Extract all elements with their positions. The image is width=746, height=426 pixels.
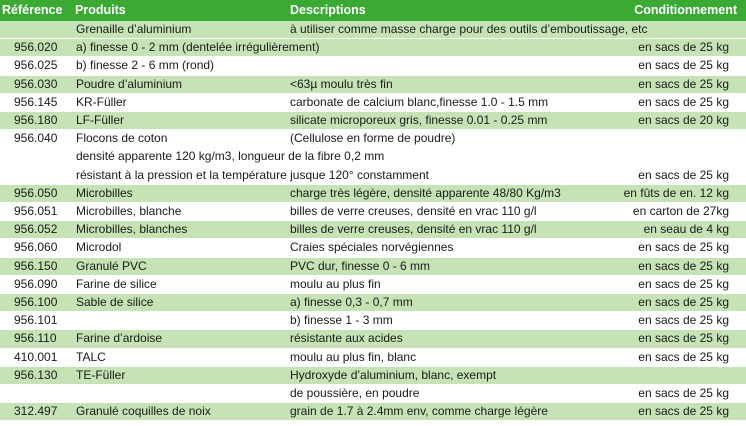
cell-product: densité apparente 120 kg/m3, longueur de la fibre 0,2 mm — [76, 149, 385, 164]
cell-product: Granulé coquilles de noix — [76, 404, 211, 419]
table-row — [0, 403, 746, 420]
table-row — [0, 312, 746, 329]
cell-description: charge très légère, densité apparente 48/80 Kg/m3 — [290, 185, 561, 200]
table-row — [0, 94, 746, 111]
table-row — [0, 349, 746, 366]
cell-product: Microbilles, blanche — [76, 204, 182, 218]
cell-description: de poussière, en poudre — [290, 386, 420, 400]
cell-reference: 956.052 — [14, 222, 58, 237]
cell-conditionnement: en sacs de 25 kg — [638, 404, 729, 419]
table-row — [0, 130, 746, 147]
cell-reference: 956.051 — [14, 204, 58, 218]
cell-description: <63µ moulu très fin — [290, 76, 393, 91]
cell-reference: 956.100 — [14, 295, 58, 309]
cell-reference: 956.050 — [14, 185, 58, 200]
cell-product: LF-Füller — [76, 113, 125, 127]
cell-conditionnement: en carton de 27kg — [632, 204, 729, 218]
table-row — [0, 385, 746, 402]
cell-conditionnement: en sacs de 25 kg — [638, 331, 729, 346]
cell-conditionnement: en sacs de 25 kg — [638, 386, 729, 400]
cell-conditionnement: en seau de 4 kg — [643, 222, 729, 237]
header-descriptions: Descriptions — [290, 3, 366, 17]
table-header — [0, 0, 746, 21]
cell-conditionnement: en sacs de 25 kg — [638, 94, 729, 109]
cell-product: Flocons de coton — [76, 131, 168, 146]
cell-product: Microbilles, blanches — [76, 222, 188, 237]
table-row — [0, 258, 746, 275]
cell-description: billes de verre creuses, densité en vrac 110 g/l — [290, 204, 537, 218]
cell-reference: 956.025 — [14, 58, 58, 73]
cell-conditionnement: en sacs de 25 kg — [638, 76, 729, 91]
table-row — [0, 367, 746, 384]
cell-description: carbonate de calcium blanc,finesse 1.0 - 1.5 mm — [290, 94, 549, 109]
table-row — [0, 167, 746, 184]
cell-reference: 956.101 — [14, 313, 58, 328]
header-conditionnement: Conditionnement — [634, 3, 737, 17]
cell-product: TALC — [76, 349, 106, 364]
cell-description: billes de verre creuses, densité en vrac 110 g/l — [290, 222, 537, 237]
cell-description: Hydroxyde d’aluminium, blanc, exempt — [290, 367, 497, 382]
cell-product: Microbilles — [76, 185, 133, 200]
cell-product: Poudre d’aluminium — [76, 76, 183, 91]
cell-conditionnement: en sacs de 25 kg — [638, 167, 729, 182]
cell-reference: 410.001 — [14, 349, 58, 364]
cell-reference: 956.030 — [14, 76, 58, 91]
table-row — [0, 21, 746, 38]
table-row — [0, 57, 746, 74]
table-row — [0, 203, 746, 220]
cell-conditionnement: en sacs de 25 kg — [638, 240, 729, 255]
cell-product: Farine de silice — [76, 276, 157, 291]
table-row — [0, 276, 746, 293]
cell-reference: 956.130 — [14, 367, 58, 382]
table-row — [0, 148, 746, 165]
cell-conditionnement: en sacs de 25 kg — [638, 40, 729, 55]
cell-reference: 956.180 — [14, 113, 58, 127]
cell-reference: 312.497 — [14, 404, 58, 419]
table-row — [0, 221, 746, 238]
cell-description: à utiliser comme masse charge pour des outils d’emboutissage, etc — [290, 22, 648, 36]
table-row — [0, 185, 746, 202]
cell-conditionnement: en sacs de 25 kg — [638, 258, 729, 273]
cell-product: Sable de silice — [76, 295, 154, 309]
cell-description: moulu au plus fin, blanc — [290, 349, 417, 364]
cell-reference: 956.020 — [14, 40, 58, 55]
cell-description: PVC dur, finesse 0 - 6 mm — [290, 258, 431, 273]
cell-product: résistant à la pression et la température jusque 120° constamment — [76, 167, 429, 182]
cell-description: moulu au plus fin — [290, 276, 381, 291]
table-row — [0, 239, 746, 256]
cell-product: a) finesse 0 - 2 mm (dentelée irrégulièrement) — [76, 40, 320, 55]
cell-reference: 956.145 — [14, 94, 58, 109]
cell-description: a) finesse 0,3 - 0,7 mm — [290, 295, 413, 309]
cell-description: Craies spéciales norvégiennes — [290, 240, 454, 255]
cell-description: silicate microporeux gris, finesse 0.01 - 0.25 mm — [290, 113, 548, 127]
table-row — [0, 330, 746, 347]
cell-description: grain de 1.7 à 2.4mm env, comme charge légère — [290, 404, 548, 419]
header-reference: Référence — [2, 3, 63, 17]
cell-product: Microdol — [76, 240, 122, 255]
cell-reference: 956.090 — [14, 276, 58, 291]
table-row — [0, 39, 746, 56]
cell-description: (Cellulose en forme de poudre) — [290, 131, 456, 146]
header-produits: Produits — [75, 3, 126, 17]
cell-conditionnement: en sacs de 25 kg — [638, 276, 729, 291]
cell-conditionnement: en sacs de 25 kg — [638, 295, 729, 309]
cell-reference: 956.060 — [14, 240, 58, 255]
cell-conditionnement: en sacs de 25 kg — [638, 313, 729, 328]
cell-conditionnement: en fûts de en. 12 kg — [623, 185, 729, 200]
cell-product: KR-Füller — [76, 94, 127, 109]
cell-reference: 956.110 — [14, 331, 57, 346]
cell-reference: 956.040 — [14, 131, 58, 146]
cell-product: Farine d’ardoise — [76, 331, 163, 346]
table-row — [0, 294, 746, 311]
cell-description: résistante aux acides — [290, 331, 403, 346]
table-row — [0, 76, 746, 93]
cell-product: Granulé PVC — [76, 258, 147, 273]
cell-conditionnement: en sacs de 20 kg — [638, 113, 729, 127]
cell-reference: 956.150 — [14, 258, 58, 273]
cell-product: Grenaille d’aluminium — [76, 22, 192, 36]
cell-product: TE-Füller — [76, 367, 126, 382]
cell-product: b) finesse 2 - 6 mm (rond) — [76, 58, 215, 73]
cell-conditionnement: en sacs de 25 kg — [638, 58, 729, 73]
cell-conditionnement: en sacs de 25 kg — [638, 349, 729, 364]
cell-description: b) finesse 1 - 3 mm — [290, 313, 393, 328]
table-row — [0, 112, 746, 129]
